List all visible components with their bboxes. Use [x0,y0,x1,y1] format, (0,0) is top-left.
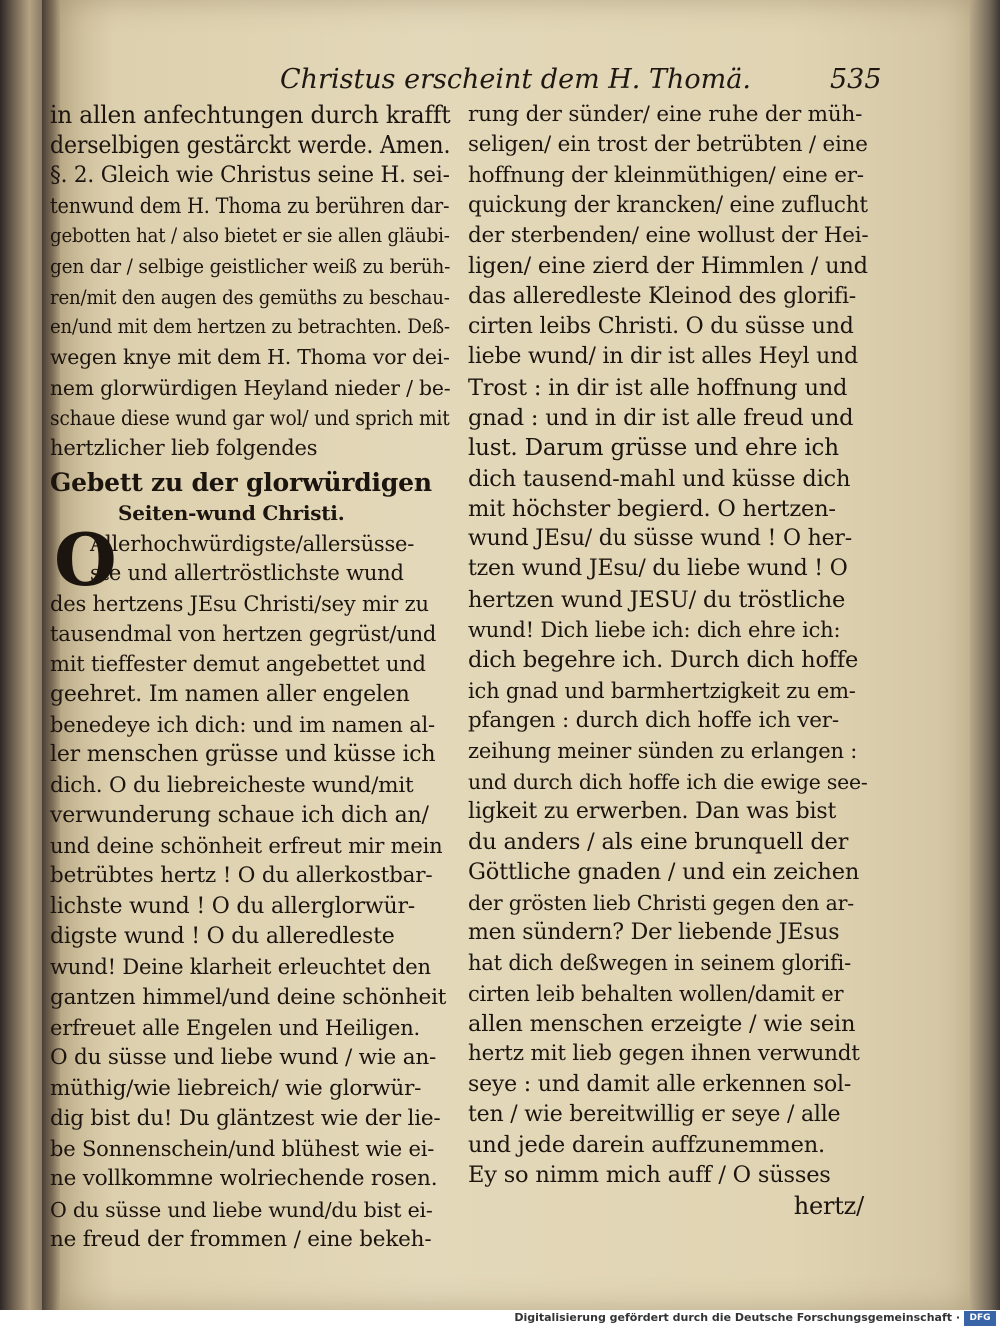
catchword: hertz/ [793,1191,864,1220]
page-number: 535 [830,64,882,95]
text-line: pfangen : durch dich hoffe ich ver- [468,707,839,733]
text-line: wund JEsu/ du süsse wund ! O her- [468,526,852,552]
text-line: des hertzens JEsu Christi/sey mir zu [50,591,429,616]
text-line: quickung der krancken/ eine zuflucht [468,192,868,218]
text-line: tzen wund JEsu/ du liebe wund ! O [468,556,848,582]
previous-page-edge [0,0,42,1310]
text-line: verwunderung schaue ich dich an/ [50,802,429,828]
text-line: benedeye ich dich: und im namen al- [50,712,435,737]
text-line: allen menschen erzeigte / wie sein [468,1010,856,1037]
text-line: mit höchster begierd. O hertzen- [468,495,836,522]
text-line: ligen/ eine zierd der Himmlen / und [468,253,868,280]
text-line: O du süsse und liebe wund/du bist ei- [50,1197,433,1222]
text-line: O du süsse und liebe wund / wie an- [50,1045,437,1071]
text-line: betrübtes hertz ! O du allerkostbar- [50,863,433,889]
footer-bar [0,1310,1000,1328]
prayer-title: Gebett zu der glorwürdigen [50,467,432,497]
text-line: hat dich deßwegen in seinem glorifi- [468,951,851,976]
text-line: seligen/ ein trost der betrübten / eine [468,132,868,158]
text-line: das alleredleste Kleinod des glorifi- [468,283,857,309]
text-line: zeihung meiner sünden zu erlangen : [468,739,858,764]
text-line: Göttliche gnaden / und ein zeichen [468,859,860,886]
text-line: dich tausend-mahl und küsse dich [468,465,851,492]
text-line: der grösten lieb Christi gegen den ar- [468,890,854,915]
text-line: dich begehre ich. Durch dich hoffe [468,647,859,674]
text-line: nem glorwürdigen Heyland nieder / be- [50,375,451,400]
text-line: und jede darein auffzunemmen. [468,1132,825,1159]
text-line: dich. O du liebreicheste wund/mit [50,772,414,798]
digitization-credit: Digitalisierung gefördert durch die Deutsche Forschungsgemeinschaft · [514,1311,960,1324]
text-line: wegen knye mit dem H. Thoma vor dei- [50,345,450,370]
text-line: gnad : und in dir ist alle freud und [468,404,854,431]
text-line: derselbigen gestärckt werde. Amen. [50,131,451,160]
dfg-logo: DFG [964,1311,996,1326]
text-line: hoffnung der kleinmüthigen/ eine er- [468,162,864,188]
text-line: ler menschen grüsse und küsse ich [50,742,436,768]
text-line: mit tieffester demut angebettet und [50,652,426,677]
page-edge [970,0,1000,1310]
text-line: ligkeit zu erwerben. Dan was bist [468,798,837,824]
drop-cap: O [54,517,117,603]
text-line: men sündern? Der liebende JEsus [468,920,840,946]
text-line: ne vollkommne wolriechende rosen. [50,1166,438,1192]
text-line: geehret. Im namen aller engelen [50,681,410,707]
text-line: hertzen wund JESU/ du tröstliche [468,586,846,613]
text-line: Trost : in dir ist alle hoffnung und [468,374,848,401]
text-line: schaue diese wund gar wol/ und sprich mit [50,405,450,430]
text-line: dig bist du! Du gläntzest wie der lie- [50,1105,441,1131]
text-line: cirten leibs Christi. O du süsse und [468,314,854,340]
text-line: be Sonnenschein/und blühest wie ei- [50,1137,435,1162]
text-line: und durch dich hoffe ich die ewige see- [468,769,868,794]
text-line: hertz mit lieb gegen ihnen verwundt [468,1041,860,1067]
text-line: §. 2. Gleich wie Christus seine H. sei- [50,162,450,188]
text-line: der sterbenden/ eine wollust der Hei- [468,223,869,249]
text-line: cirten leib behalten wollen/damit er [468,981,844,1006]
text-line: du anders / als eine brunquell der [468,829,849,856]
text-line: müthig/wie liebreich/ wie glorwür- [50,1075,422,1101]
right-column [468,100,868,1221]
text-line: und deine schönheit erfreut mir mein [50,834,443,859]
text-line: lichste wund ! O du allerglorwür- [50,893,416,919]
text-line: gebotten hat / also bietet er sie allen gläubi- [50,224,450,248]
text-line: en/und mit dem hertzen zu betrachten. Deß- [50,315,450,339]
text-line: seye : und damit alle erkennen sol- [468,1071,852,1097]
text-line: erfreuet alle Engelen und Heiligen. [50,1015,421,1040]
text-line: wund! Deine klarheit erleuchtet den [50,955,431,980]
text-line: ten / wie bereitwillig er seye / alle [468,1101,841,1127]
text-line: Ey so nimm mich auff / O süsses [468,1162,831,1189]
text-line: tenwund dem H. Thoma zu berühren dar- [50,193,450,218]
text-line: liebe wund/ in dir ist alles Heyl und [468,344,859,370]
text-line: lust. Darum grüsse und ehre ich [468,435,839,462]
text-line: gantzen himmel/und deine schönheit [50,984,447,1010]
text-line: wund! Dich liebe ich: dich ehre ich: [468,618,841,643]
prayer-line-text: Allerhochwürdigste/allersüsse- [90,532,415,557]
text-line: gen dar / selbige geistlicher weiß zu berüh- [50,254,451,279]
prayer-subtitle: Seiten-wund Christi. [118,500,345,525]
text-line: ich gnad und barmhertzigkeit zu em- [468,678,856,703]
text-line: ren/mit den augen des gemüths zu beschau- [50,284,450,309]
running-head: Christus erscheint dem H. Thomä. [280,64,751,95]
text-line: digste wund ! O du alleredleste [50,924,395,950]
text-line: hertzlicher lieb folgendes [50,436,318,461]
text-line: in allen anfechtungen durch krafft [50,101,451,129]
text-line: ste und allertröstlichste wund [90,561,404,586]
text-line: ne freud der frommen / eine bekeh- [50,1226,432,1252]
left-column [50,100,450,1255]
text-line: tausendmal von hertzen gegrüst/und [50,622,437,647]
text-line: rung der sünder/ eine ruhe der müh- [468,102,863,127]
